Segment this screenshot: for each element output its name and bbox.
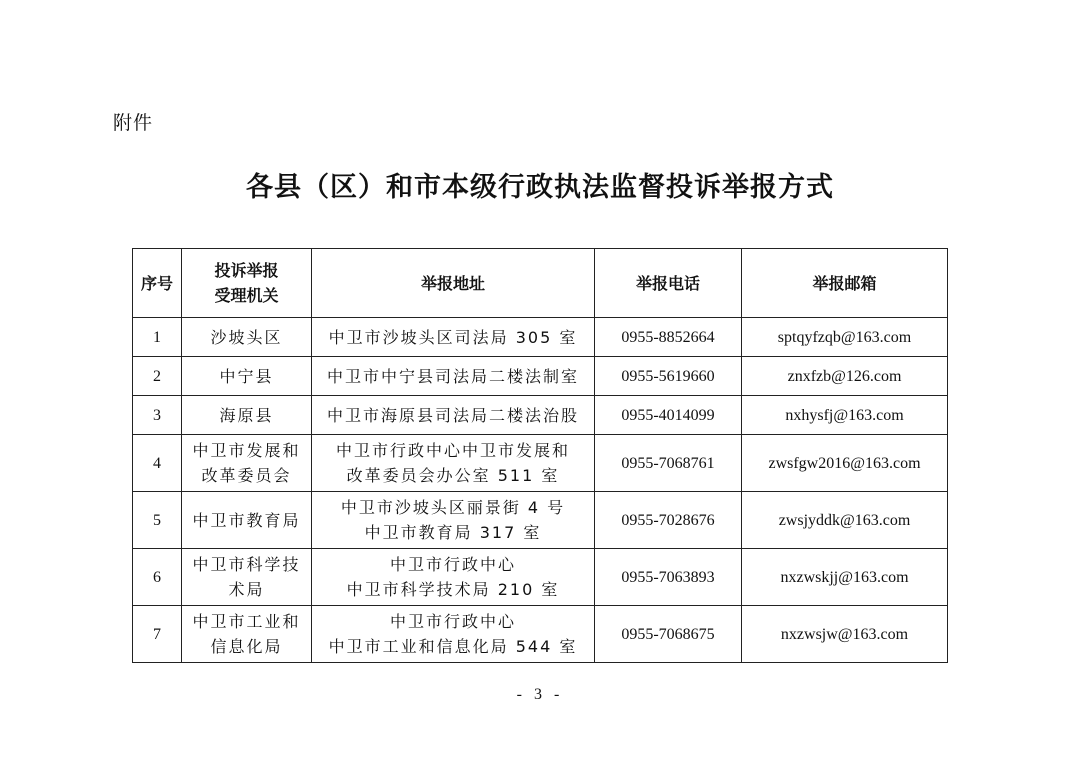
complaint-contact-table [132, 248, 948, 663]
table-row [133, 357, 948, 396]
row-index: 5 [133, 492, 182, 549]
agency-line: 信息化局 [210, 637, 283, 656]
table-header-row [133, 249, 948, 318]
address-line: 中卫市行政中心 [389, 555, 516, 574]
row-address [312, 492, 595, 549]
row-email: nxzwsjw@163.com [742, 606, 948, 663]
address-line: 中卫市科学技术局 210 室 [346, 580, 560, 599]
row-phone: 0955-7068675 [595, 606, 742, 663]
attachment-label: 附件 [113, 112, 154, 134]
agency-line: 中卫市教育局 [192, 510, 301, 530]
row-email: zwsjyddk@163.com [742, 492, 948, 549]
agency-line: 沙坡头区 [210, 327, 283, 347]
row-email: nxzwskjj@163.com [742, 549, 948, 606]
address-line: 中卫市沙坡头区丽景街 4 号 [340, 498, 566, 517]
header-agency-line-2: 受理机关 [214, 286, 279, 305]
agency-line: 中卫市发展和 [192, 441, 301, 460]
row-agency [182, 396, 312, 435]
row-index: 6 [133, 549, 182, 606]
row-index: 2 [133, 357, 182, 396]
row-address [312, 435, 595, 492]
row-email: sptqyfzqb@163.com [742, 318, 948, 357]
table-row [133, 435, 948, 492]
agency-line: 术局 [228, 580, 265, 599]
row-email: nxhysfj@163.com [742, 396, 948, 435]
row-agency [182, 606, 312, 663]
row-address [312, 606, 595, 663]
row-phone: 0955-7028676 [595, 492, 742, 549]
row-email: zwsfgw2016@163.com [742, 435, 948, 492]
row-index: 4 [133, 435, 182, 492]
row-agency [182, 318, 312, 357]
table-row [133, 492, 948, 549]
row-agency [182, 435, 312, 492]
row-address [312, 318, 595, 357]
agency-line: 中卫市工业和 [192, 612, 301, 631]
agency-line: 中宁县 [219, 366, 274, 386]
agency-line: 改革委员会 [201, 466, 292, 485]
table-row [133, 606, 948, 663]
row-address [312, 396, 595, 435]
address-line: 中卫市海原县司法局二楼法治股 [326, 405, 579, 425]
header-phone: 举报电话 [595, 249, 742, 318]
address-line: 中卫市沙坡头区司法局 305 室 [328, 327, 578, 347]
row-email: znxfzb@126.com [742, 357, 948, 396]
header-email: 举报邮箱 [742, 249, 948, 318]
row-index: 1 [133, 318, 182, 357]
row-index: 7 [133, 606, 182, 663]
table-row [133, 318, 948, 357]
address-line: 中卫市行政中心 [389, 612, 516, 631]
row-phone: 0955-5619660 [595, 357, 742, 396]
table-row [133, 396, 948, 435]
row-address [312, 357, 595, 396]
address-line: 中卫市教育局 317 室 [364, 523, 542, 542]
address-line: 中卫市行政中心中卫市发展和 [335, 441, 570, 460]
header-agency-line-1: 投诉举报 [214, 261, 279, 280]
row-agency [182, 492, 312, 549]
page-number: - 3 - [516, 686, 564, 703]
address-line: 改革委员会办公室 511 室 [346, 466, 560, 485]
agency-line: 海原县 [219, 405, 274, 425]
row-index: 3 [133, 396, 182, 435]
row-phone: 0955-8852664 [595, 318, 742, 357]
row-phone: 0955-4014099 [595, 396, 742, 435]
address-line: 中卫市中宁县司法局二楼法制室 [326, 366, 579, 386]
row-phone: 0955-7068761 [595, 435, 742, 492]
row-phone: 0955-7063893 [595, 549, 742, 606]
header-agency [182, 249, 312, 318]
row-address [312, 549, 595, 606]
header-index: 序号 [133, 249, 182, 318]
address-line: 中卫市工业和信息化局 544 室 [328, 637, 578, 656]
table-row [133, 549, 948, 606]
header-address: 举报地址 [312, 249, 595, 318]
document-title: 各县（区）和市本级行政执法监督投诉举报方式 [246, 172, 834, 203]
agency-line: 中卫市科学技 [192, 555, 301, 574]
row-agency [182, 357, 312, 396]
row-agency [182, 549, 312, 606]
